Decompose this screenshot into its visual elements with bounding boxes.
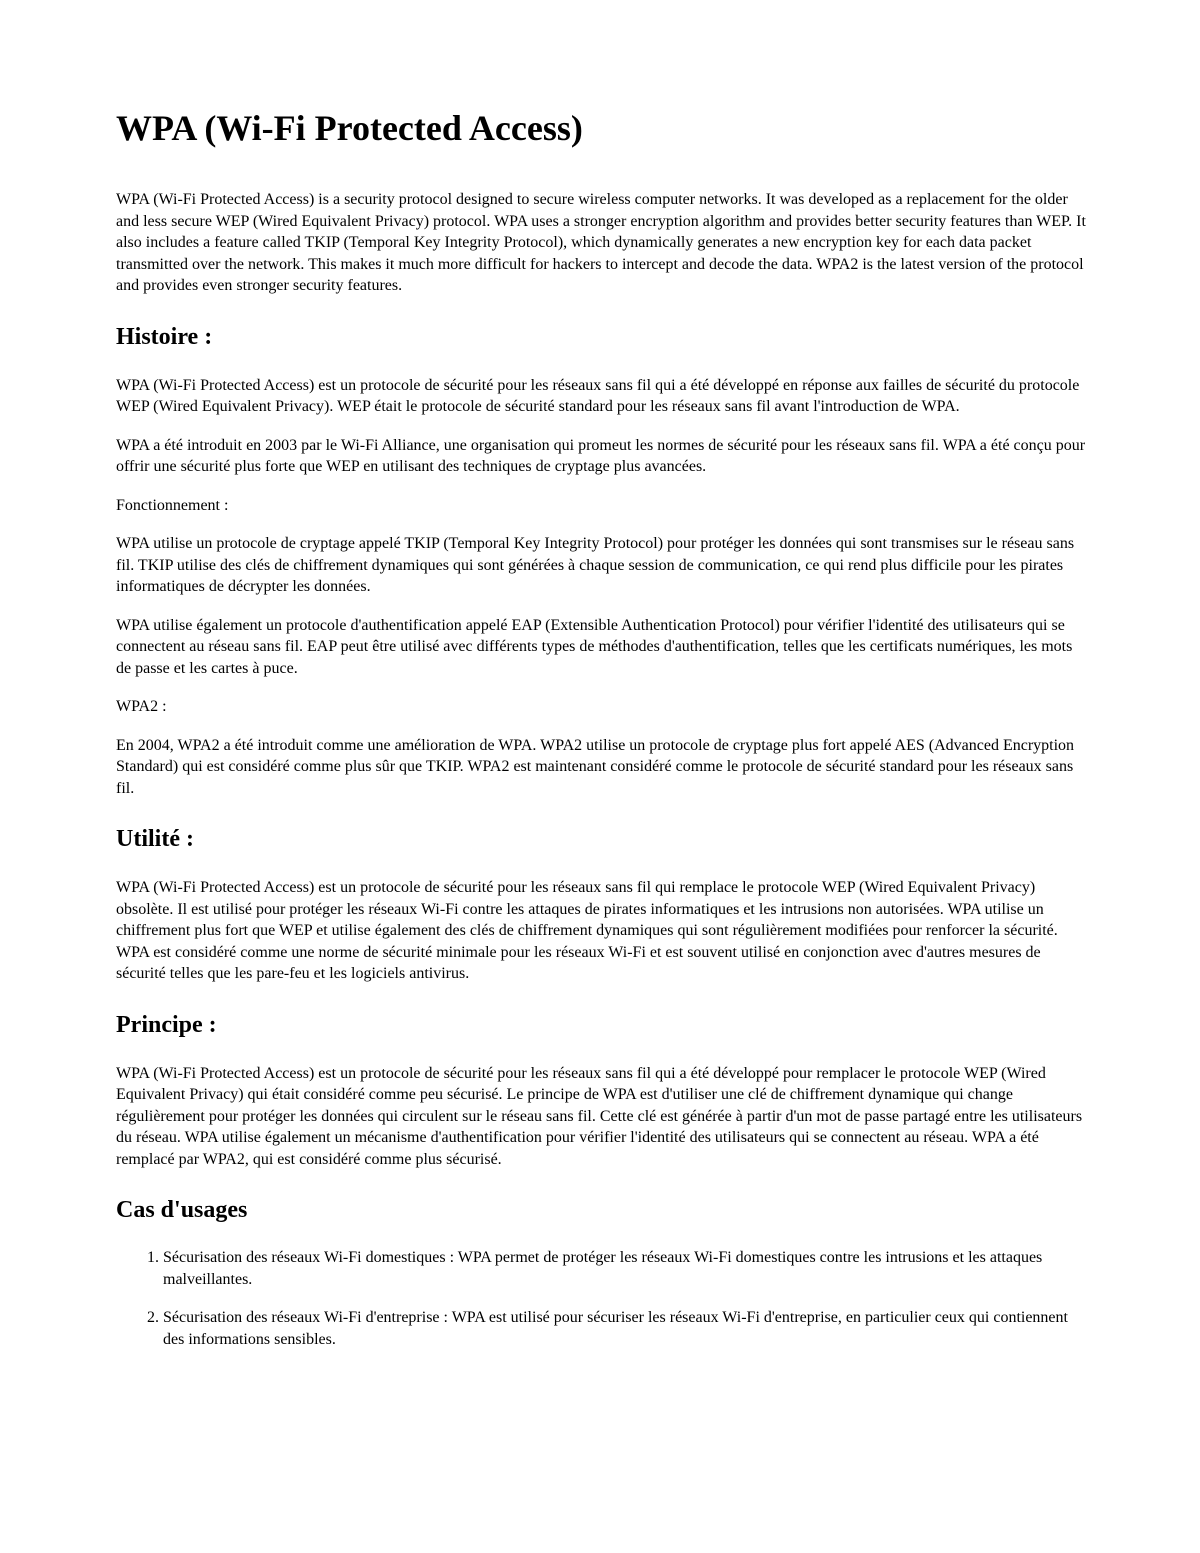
principe-paragraph: WPA (Wi-Fi Protected Access) est un protocole de sécurité pour les réseaux sans fil qui a été développé pour remplacer le protocole WEP (Wired Equivalent Privacy) qui était considéré comme peu sécurisé. Le principe de WPA est d'utiliser une clé de chiffrement dynamique qui change régulièrement pour protéger les données qui circulent sur le réseau sans fil. Cette clé est générée à partir d'un mot de passe partagé entre les utilisateurs du réseau. WPA utilise également un mécanisme d'authentification pour vérifier l'identité des utilisateurs qui se connectent au réseau. WPA a été remplacé par WPA2, qui est considéré comme plus sécurisé. xyxy=(116,1064,1083,1168)
histoire-paragraph-1: WPA (Wi-Fi Protected Access) est un protocole de sécurité pour les réseaux sans fil qui a été développé en réponse aux failles de sécurité du protocole WEP (Wired Equivalent Privacy). WEP était le protocole de sécurité standard pour les réseaux sans fil avant l'introduction de WPA. xyxy=(116,376,1080,415)
page-title: WPA (Wi-Fi Protected Access) xyxy=(116,108,583,148)
histoire-paragraph-2: WPA a été introduit en 2003 par le Wi-Fi Alliance, une organisation qui promeut les normes de sécurité pour les réseaux sans fil. WPA a été conçu pour offrir une sécurité plus forte que WEP en utilisant des techniques de cryptage plus avancées. xyxy=(116,436,1086,475)
list-item: 2. Sécurisation des réseaux Wi-Fi d'entreprise : WPA est utilisé pour sécuriser les réseaux Wi-Fi d'entreprise, en particulier ceux qui contiennent des informations sensibles. xyxy=(163,1307,1086,1350)
wpa2-label: WPA2 : xyxy=(116,698,167,715)
principe-heading: Principe : xyxy=(116,1011,217,1038)
cas-usages-heading: Cas d'usages xyxy=(116,1197,248,1223)
fonctionnement-paragraph-2: WPA utilise également un protocole d'authentification appelé EAP (Extensible Authentication Protocol) pour vérifier l'identité des utilisateurs qui se connectent au réseau sans fil. EAP peut être utilisé avec différents types de méthodes d'authentification, telles que les certificats numériques, les mots de passe et les cartes à puce. xyxy=(116,616,1073,677)
wpa2-paragraph: En 2004, WPA2 a été introduit comme une amélioration de WPA. WPA2 utilise un protocole de cryptage plus fort appelé AES (Advanced Encryption Standard) qui est considéré comme plus sûr que TKIP. WPA2 est maintenant considéré comme le protocole de sécurité standard pour les réseaux sans fil. xyxy=(116,736,1075,797)
utilite-heading: Utilité : xyxy=(116,826,194,852)
fonctionnement-label: Fonctionnement : xyxy=(116,496,229,514)
histoire-heading: Histoire : xyxy=(116,323,213,350)
utilite-paragraph: WPA (Wi-Fi Protected Access) est un protocole de sécurité pour les réseaux sans fil qui remplace le protocole WEP (Wired Equivalent Privacy) obsolète. Il est utilisé pour protéger les réseaux Wi-Fi contre les attaques de pirates informatiques et les intrusions non autorisées. WPA utilise un chiffrement plus fort que WEP et utilise également des clés de chiffrement dynamiques qui sont régulièrement modifiées pour renforcer la sécurité. WPA est considéré comme une norme de sécurité minimale pour les réseaux Wi-Fi et est souvent utilisé en conjonction avec d'autres mesures de sécurité telles que les pare-feu et les logiciels antivirus. xyxy=(116,879,1058,982)
cas-usages-list xyxy=(116,1247,1086,1350)
document-page xyxy=(116,104,1086,1367)
intro-paragraph: WPA (Wi-Fi Protected Access) is a security protocol designed to secure wireless computer networks. It was developed as a replacement for the older and less secure WEP (Wired Equivalent Privacy) protocol. WPA uses a stronger encryption algorithm and provides better security features than WEP. It also includes a feature called TKIP (Temporal Key Integrity Protocol), which dynamically generates a new encryption key for each data packet transmitted over the network. This makes it much more difficult for hackers to intercept and decode the data. WPA2 is the latest version of the protocol and provides even stronger security features. xyxy=(116,191,1086,294)
fonctionnement-paragraph-1: WPA utilise un protocole de cryptage appelé TKIP (Temporal Key Integrity Protocol) pour protéger les données qui sont transmises sur le réseau sans fil. TKIP utilise des clés de chiffrement dynamiques qui sont générées à chaque session de communication, ce qui rend plus difficile pour les pirates informatiques de décrypter les données. xyxy=(116,535,1075,595)
list-item: 1. Sécurisation des réseaux Wi-Fi domestiques : WPA permet de protéger les réseaux Wi-Fi domestiques contre les intrusions et les attaques malveillantes. xyxy=(163,1247,1086,1290)
